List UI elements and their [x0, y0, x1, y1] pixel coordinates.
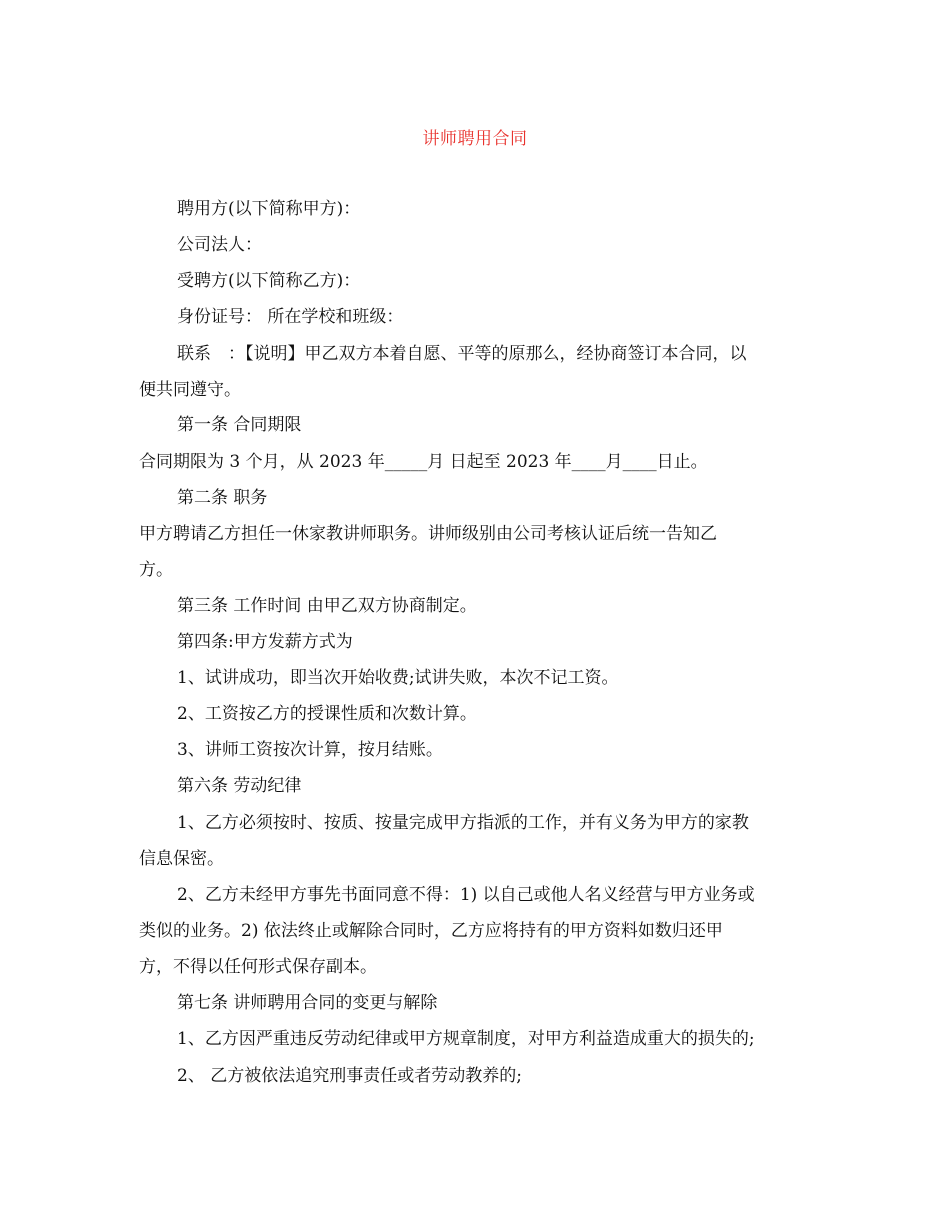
text-line: 公司法人： — [177, 235, 262, 255]
text-line: 合同期限为 3 个月，从 2023 年_____月 日起至 2023 年____月____日止。 — [139, 452, 708, 472]
text-line: 2、 乙方被依法追究刑事责任或者劳动教养的; — [177, 1066, 522, 1086]
text-line: 2、工资按乙方的授课性质和次数计算。 — [177, 704, 477, 724]
paragraph-id-number — [139, 299, 819, 335]
paragraph-contract-term — [139, 444, 819, 480]
heading-article-3 — [139, 588, 819, 624]
text-line: 类似的业务。2) 依法终止或解除合同时，乙方应将持有的甲方资料如数归还甲 — [139, 921, 723, 941]
paragraph-position — [139, 516, 819, 588]
heading-article-6 — [139, 768, 819, 804]
paragraph-contact — [139, 336, 819, 408]
text-line: 第六条 劳动纪律 — [177, 776, 302, 796]
list-item-discipline-1 — [139, 805, 819, 877]
paragraph-employer — [139, 191, 819, 227]
text-line: 第七条 讲师聘用合同的变更与解除 — [177, 993, 438, 1013]
text-line: 第二条 职务 — [177, 488, 268, 508]
text-line: 3、讲师工资按次计算，按月结账。 — [177, 740, 443, 760]
text-line: 2、乙方未经甲方事先书面同意不得：1) 以自己或他人名义经营与甲方业务或 — [177, 885, 755, 905]
text-line: 第一条 合同期限 — [177, 415, 302, 435]
paragraph-employee — [139, 263, 819, 299]
text-line: 受聘方(以下简称乙方)： — [177, 271, 361, 291]
text-line: 1、乙方因严重违反劳动纪律或甲方规章制度，对甲方利益造成重大的损失的; — [177, 1029, 755, 1049]
heading-article-4 — [139, 624, 819, 660]
list-item-termination-1 — [139, 1021, 819, 1057]
heading-article-1 — [139, 407, 819, 443]
list-item-salary-basis — [139, 696, 819, 732]
document-title: 讲师聘用合同 — [422, 129, 528, 149]
text-line: 聘用方(以下简称甲方)： — [177, 199, 361, 219]
text-line: 信息保密。 — [139, 849, 224, 869]
text-line: 便共同遵守。 — [139, 380, 241, 400]
paragraph-legal-person — [139, 227, 819, 263]
list-item-termination-2 — [139, 1058, 819, 1094]
text-line: 甲方聘请乙方担任一休家教讲师职务。讲师级别由公司考核认证后统一告知乙 — [139, 524, 717, 544]
text-line: 第四条:甲方发薪方式为 — [177, 632, 353, 652]
text-line: 身份证号： 所在学校和班级： — [177, 307, 404, 327]
text-line: 1、乙方必须按时、按质、按量完成甲方指派的工作，并有义务为甲方的家教 — [177, 813, 749, 833]
heading-article-7 — [139, 985, 819, 1021]
text-line: 方。 — [139, 560, 173, 580]
list-item-discipline-2 — [139, 877, 819, 985]
list-item-settlement — [139, 732, 819, 768]
text-line: 联系 ：【说明】甲乙双方本着自愿、平等的原那么，经协商签订本合同，以 — [177, 344, 747, 364]
text-line: 第三条 工作时间 由甲乙双方协商制定。 — [177, 596, 477, 616]
heading-article-2 — [139, 480, 819, 516]
text-line: 方，不得以任何形式保存副本。 — [139, 957, 377, 977]
list-item-trial — [139, 660, 819, 696]
text-line: 1、试讲成功，即当次开始收费;试讲失败，本次不记工资。 — [177, 668, 619, 688]
